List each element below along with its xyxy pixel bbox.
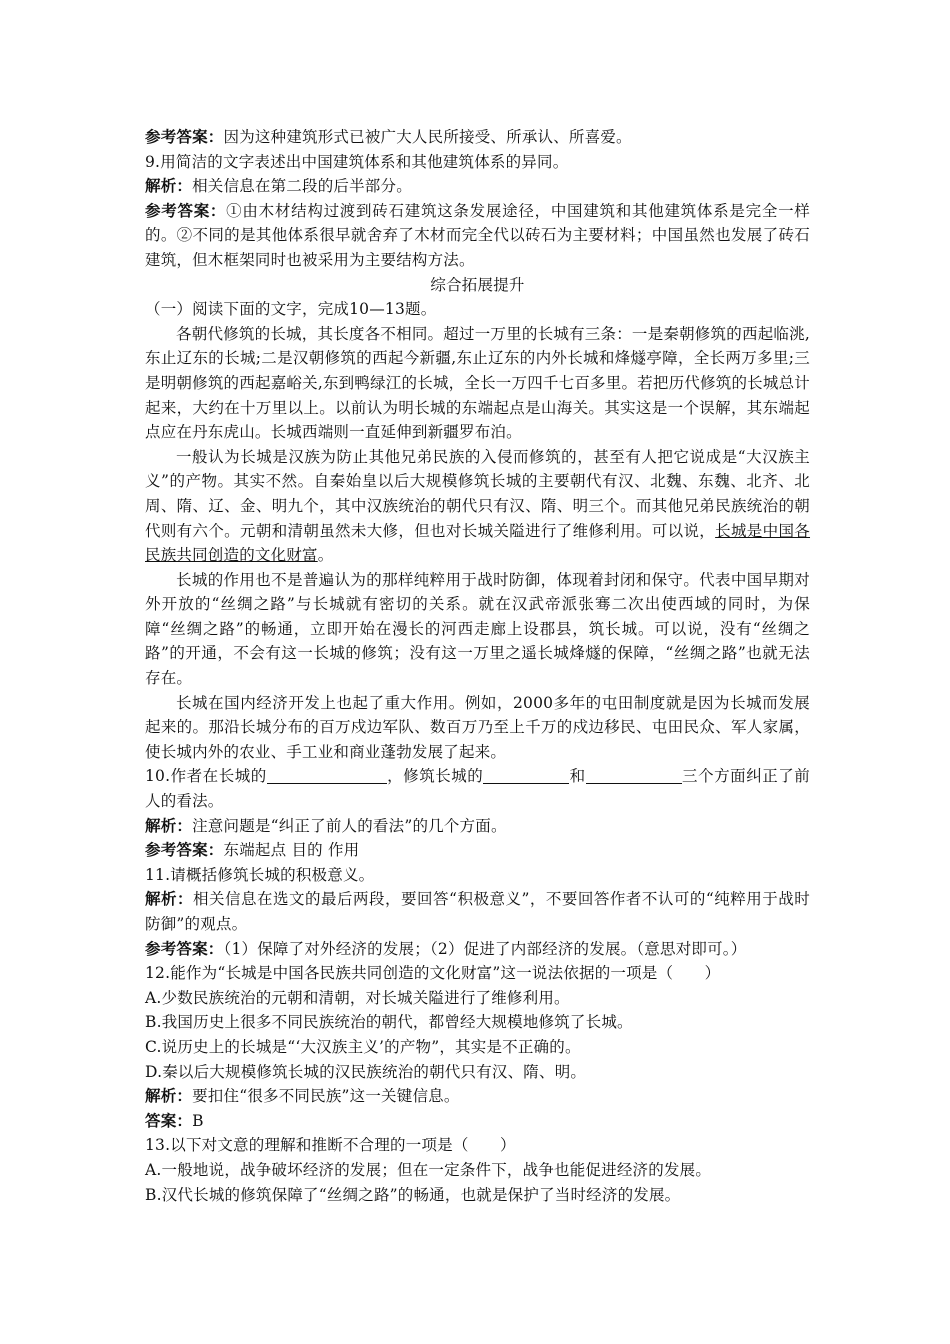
q10-text-b: ，修筑长城的 (386, 767, 484, 786)
q11-analysis (145, 887, 810, 936)
q10-text-a: 10.作者在长城的 (145, 767, 267, 786)
answer-blank-2[interactable] (483, 766, 569, 784)
q12-analysis (145, 1084, 810, 1109)
answer-text: （1）保障了对外经济的发展；（2）促进了内部经济的发展。（意思对即可。） (223, 939, 747, 958)
answer-label: 参考答案： (145, 127, 224, 146)
analysis-label: 解析： (145, 1086, 193, 1106)
passage-paragraph-2 (145, 445, 810, 568)
group-intro: （一）阅读下面的文字，完成10—13题。 (145, 300, 437, 319)
answer-text: B (192, 1111, 204, 1130)
analysis-text: 要扣住“很多不同民族”这一关键信息。 (192, 1087, 460, 1106)
q10-analysis (145, 814, 810, 839)
q12-option-b: B.我国历史上很多不同民族统治的朝代，都曾经大规模地修筑了长城。 (145, 1013, 633, 1032)
q11-answer (145, 937, 810, 962)
q13-option-b: B.汉代长城的修筑保障了“丝绸之路”的畅通，也就是保护了当时经济的发展。 (145, 1185, 681, 1204)
q10-question (145, 764, 810, 813)
passage-paragraph-4: 长城在国内经济开发上也起了重大作用。例如，2000多年的屯田制度就是因为长城而发展起来的。那沿长城分布的百万戍边军队、数百万乃至上千万的戍边移民、屯田民众、军人家属，使长城内外的农业、手工业和商业蓬勃发展了起来。 (145, 693, 810, 761)
q10-text-c: 和 (569, 767, 586, 786)
answer-label: 参考答案： (145, 840, 224, 860)
q12-option-c: C.说历史上的长城是“‘大汉族主义’的产物”，其实是不正确的。 (145, 1037, 581, 1056)
q12-option-d: D.秦以后大规模修筑长城的汉民族统治的朝代只有汉、隋、明。 (145, 1062, 587, 1081)
q9-question: 9.用简洁的文字表述出中国建筑体系和其他建筑体系的异同。 (145, 152, 569, 171)
q12-option-a: A.少数民族统治的元朝和清朝，对长城关隘进行了维修利用。 (145, 988, 570, 1007)
q12-question: 12.能作为“长城是中国各民族共同创造的文化财富”这一说法依据的一项是（ ） (145, 964, 721, 983)
q9-analysis (145, 174, 810, 199)
passage-paragraph-1: 各朝代修筑的长城，其长度各不相同。超过一万里的长城有三条：一是秦朝修筑的西起临洮,东止辽东的长城;二是汉朝修筑的西起今新疆,东止辽东的内外长城和烽燧亭障，全长两万多里;三是明朝修筑的西起嘉峪关,东到鸭绿江的长城，全长一万四千七百多里。若把历代修筑的长城总计起来，大约在十万里以上。以前认为明长城的东端起点是山海关。其实这是一个误解，其东端起点应在丹东虎山。长城西端则一直延伸到新疆罗布泊。 (145, 324, 810, 442)
analysis-text: 相关信息在选文的最后两段，要回答“积极意义”，不要回答作者不认可的“纯粹用于战时防御”的观点。 (145, 890, 810, 933)
analysis-label: 解析： (145, 815, 193, 835)
q13-option-a: A.一般地说，战争破坏经济的发展；但在一定条件下，战争也能促进经济的发展。 (145, 1160, 712, 1179)
passage-paragraph-3: 长城的作用也不是普遍认为的那样纯粹用于战时防御，体现着封闭和保守。代表中国早期对外开放的“丝绸之路”与长城就有密切的关系。就在汉武帝派张骞二次出使西域的同时，为保障“丝绸之路”的畅通，立即开始在漫长的河西走廊上设郡县，筑长城。可以说，没有“丝绸之路”的开通，不会有这一长城的修筑；没有这一万里之遥长城烽燧的保障，“丝绸之路”也就无法存在。 (145, 570, 810, 688)
analysis-text: 相关信息在第二段的后半部分。 (192, 177, 412, 196)
answer-text: 因为这种建筑形式已被广大人民所接受、所承认、所喜爱。 (223, 128, 632, 146)
answer-blank-1[interactable] (267, 766, 387, 784)
q9-answer (145, 199, 810, 273)
q11-question: 11.请概括修筑长城的积极意义。 (145, 865, 375, 884)
answer-blank-3[interactable] (586, 766, 682, 784)
answer-text: ①由木材结构过渡到砖石建筑这条发展途径，中国建筑和其他建筑体系是完全一样的。②不同的是其他体系很早就舍弃了木材而完全代以砖石为主要材料；中国虽然也发展了砖石建筑，但木框架同时也被采用为主要结构方法。 (145, 201, 810, 269)
q12-answer (145, 1109, 810, 1134)
answer-label: 参考答案： (145, 200, 227, 220)
q8-answer (145, 125, 810, 150)
document-page (145, 125, 810, 1207)
underlined-sentence: 长城是中国各民族共同创造的文化财富 (145, 521, 811, 565)
analysis-label: 解析： (145, 889, 194, 909)
answer-text: 东端起点 目的 作用 (223, 841, 360, 860)
answer-label: 参考答案： (145, 938, 224, 958)
answer-label: 答案： (145, 1110, 193, 1130)
q13-question: 13.以下对文意的理解和推断不合理的一项是（ ） (145, 1136, 516, 1155)
analysis-label: 解析： (145, 176, 193, 196)
section-title: 综合拓展提升 (430, 275, 525, 294)
paragraph-text: 一般认为长城是汉族为防止其他兄弟民族的入侵而修筑的，甚至有人把它说成是“大汉族主义”的产物。其实不然。自秦始皇以后大规模修筑长城的主要朝代有汉、北魏、东魏、北齐、北周、隋、辽、金、明九个，其中汉族统治的朝代只有汉、隋、明三个。而其他兄弟民族统治的朝代则有六个。元朝和清朝虽然未大修，但也对长城关隘进行了维修利用。可以说， (145, 447, 810, 540)
q10-text-d: 三个方面纠正了前人的看法。 (145, 767, 810, 811)
paragraph-end: 。 (317, 546, 334, 565)
analysis-text: 注意问题是“纠正了前人的看法”的几个方面。 (192, 816, 507, 835)
q10-answer (145, 838, 810, 863)
